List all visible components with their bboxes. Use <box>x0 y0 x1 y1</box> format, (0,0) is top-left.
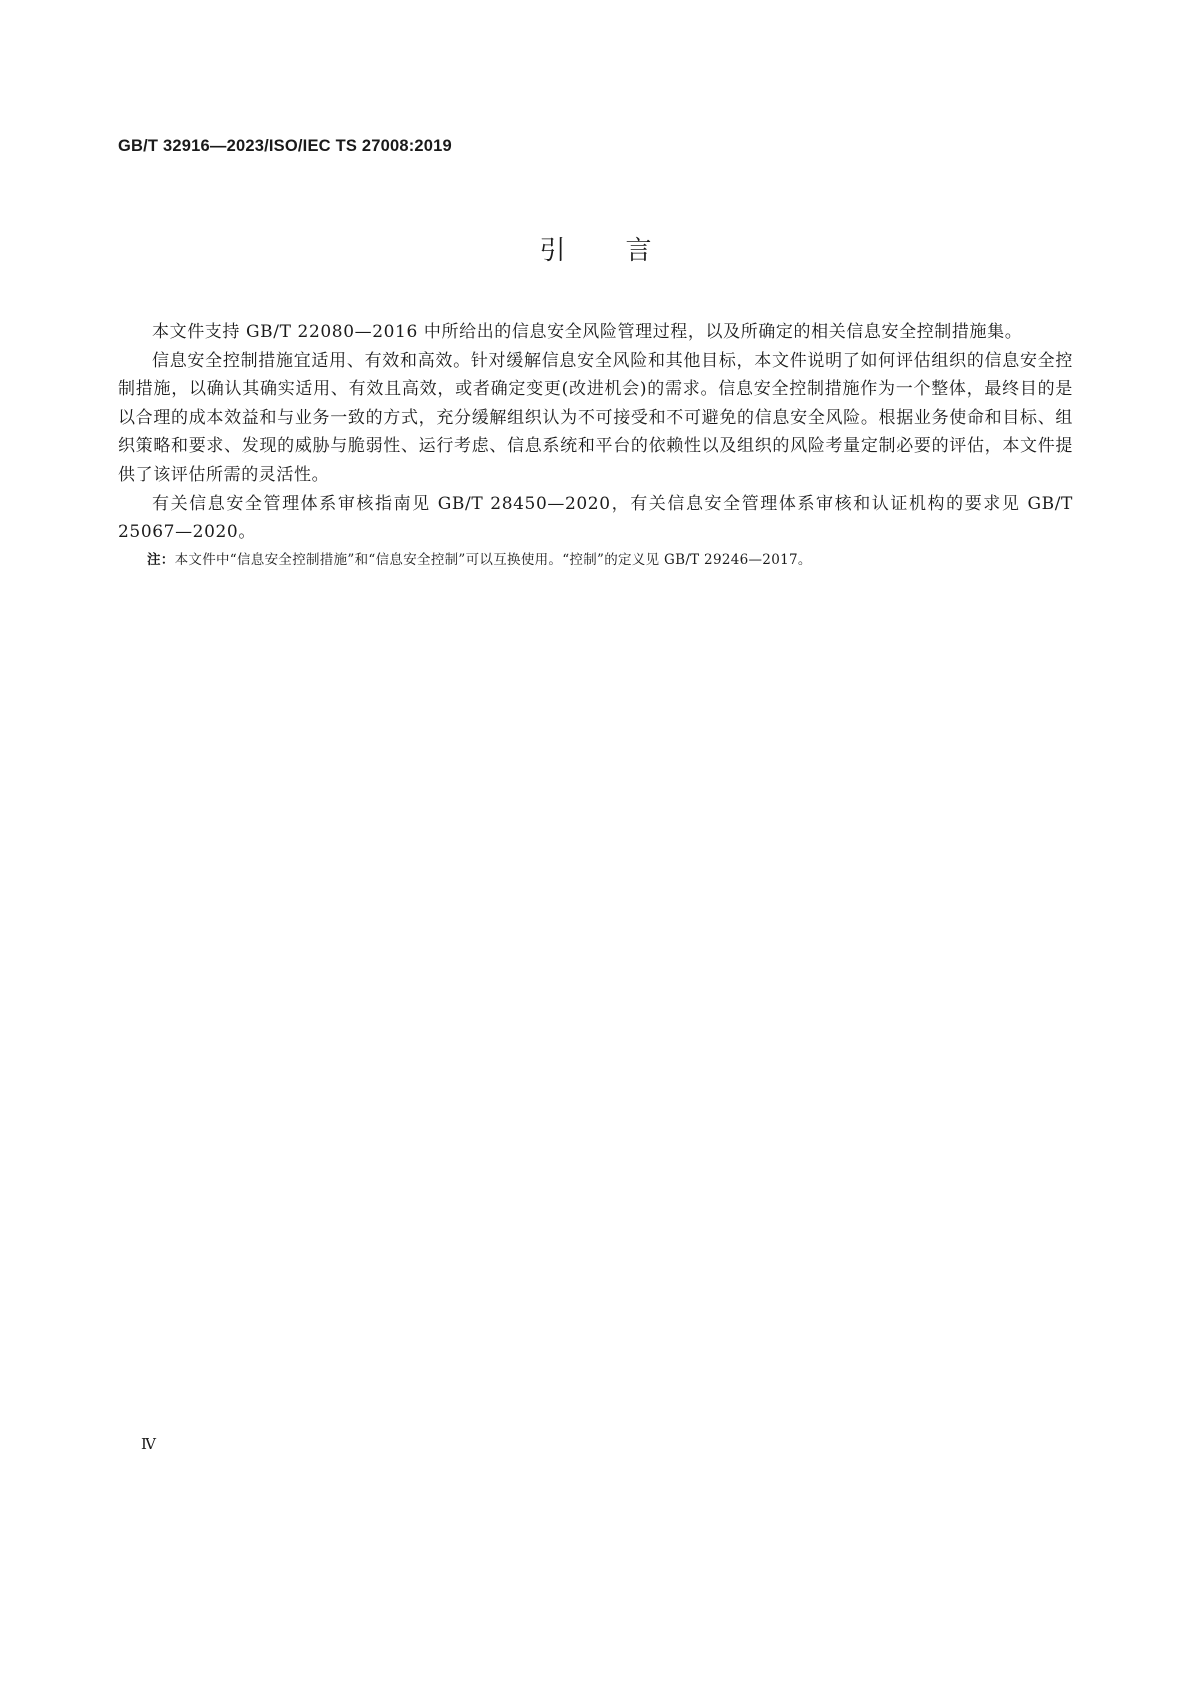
paragraph-2: 信息安全控制措施宜适用、有效和高效。针对缓解信息安全风险和其他目标，本文件说明了如何评估组织的信息安全控制措施，以确认其确实适用、有效且高效，或者确定变更(改进机会)的需求。信息安全控制措施作为一个整体，最终目的是以合理的成本效益和与业务一致的方式，充分缓解组织认为不可接受和不可避免的信息安全风险。根据业务使命和目标、组织策略和要求、发现的威胁与脆弱性、运行考虑、信息系统和平台的依赖性以及组织的风险考量定制必要的评估，本文件提供了该评估所需的灵活性。 <box>118 350 1073 485</box>
page-title: 引言 <box>539 236 712 266</box>
paragraph-1: 本文件支持 GB/T 22080—2016 中所给出的信息安全风险管理过程，以及所确定的相关信息安全控制措施集。 <box>152 322 1023 342</box>
note-text: 本文件中“信息安全控制措施”和“信息安全控制”可以互换使用。“控制”的定义见 GB/T 29246—2017。 <box>174 551 812 568</box>
document-body <box>118 318 1073 571</box>
paragraph-3: 有关信息安全管理体系审核指南见 GB/T 28450—2020，有关信息安全管理体系审核和认证机构的要求见 GB/T 25067—2020。 <box>118 493 1073 543</box>
page-number: Ⅳ <box>141 1435 156 1453</box>
document-id-header: GB/T 32916—2023/ISO/IEC TS 27008:2019 <box>118 137 452 155</box>
note-label: 注： <box>147 551 175 568</box>
note <box>118 549 1073 571</box>
